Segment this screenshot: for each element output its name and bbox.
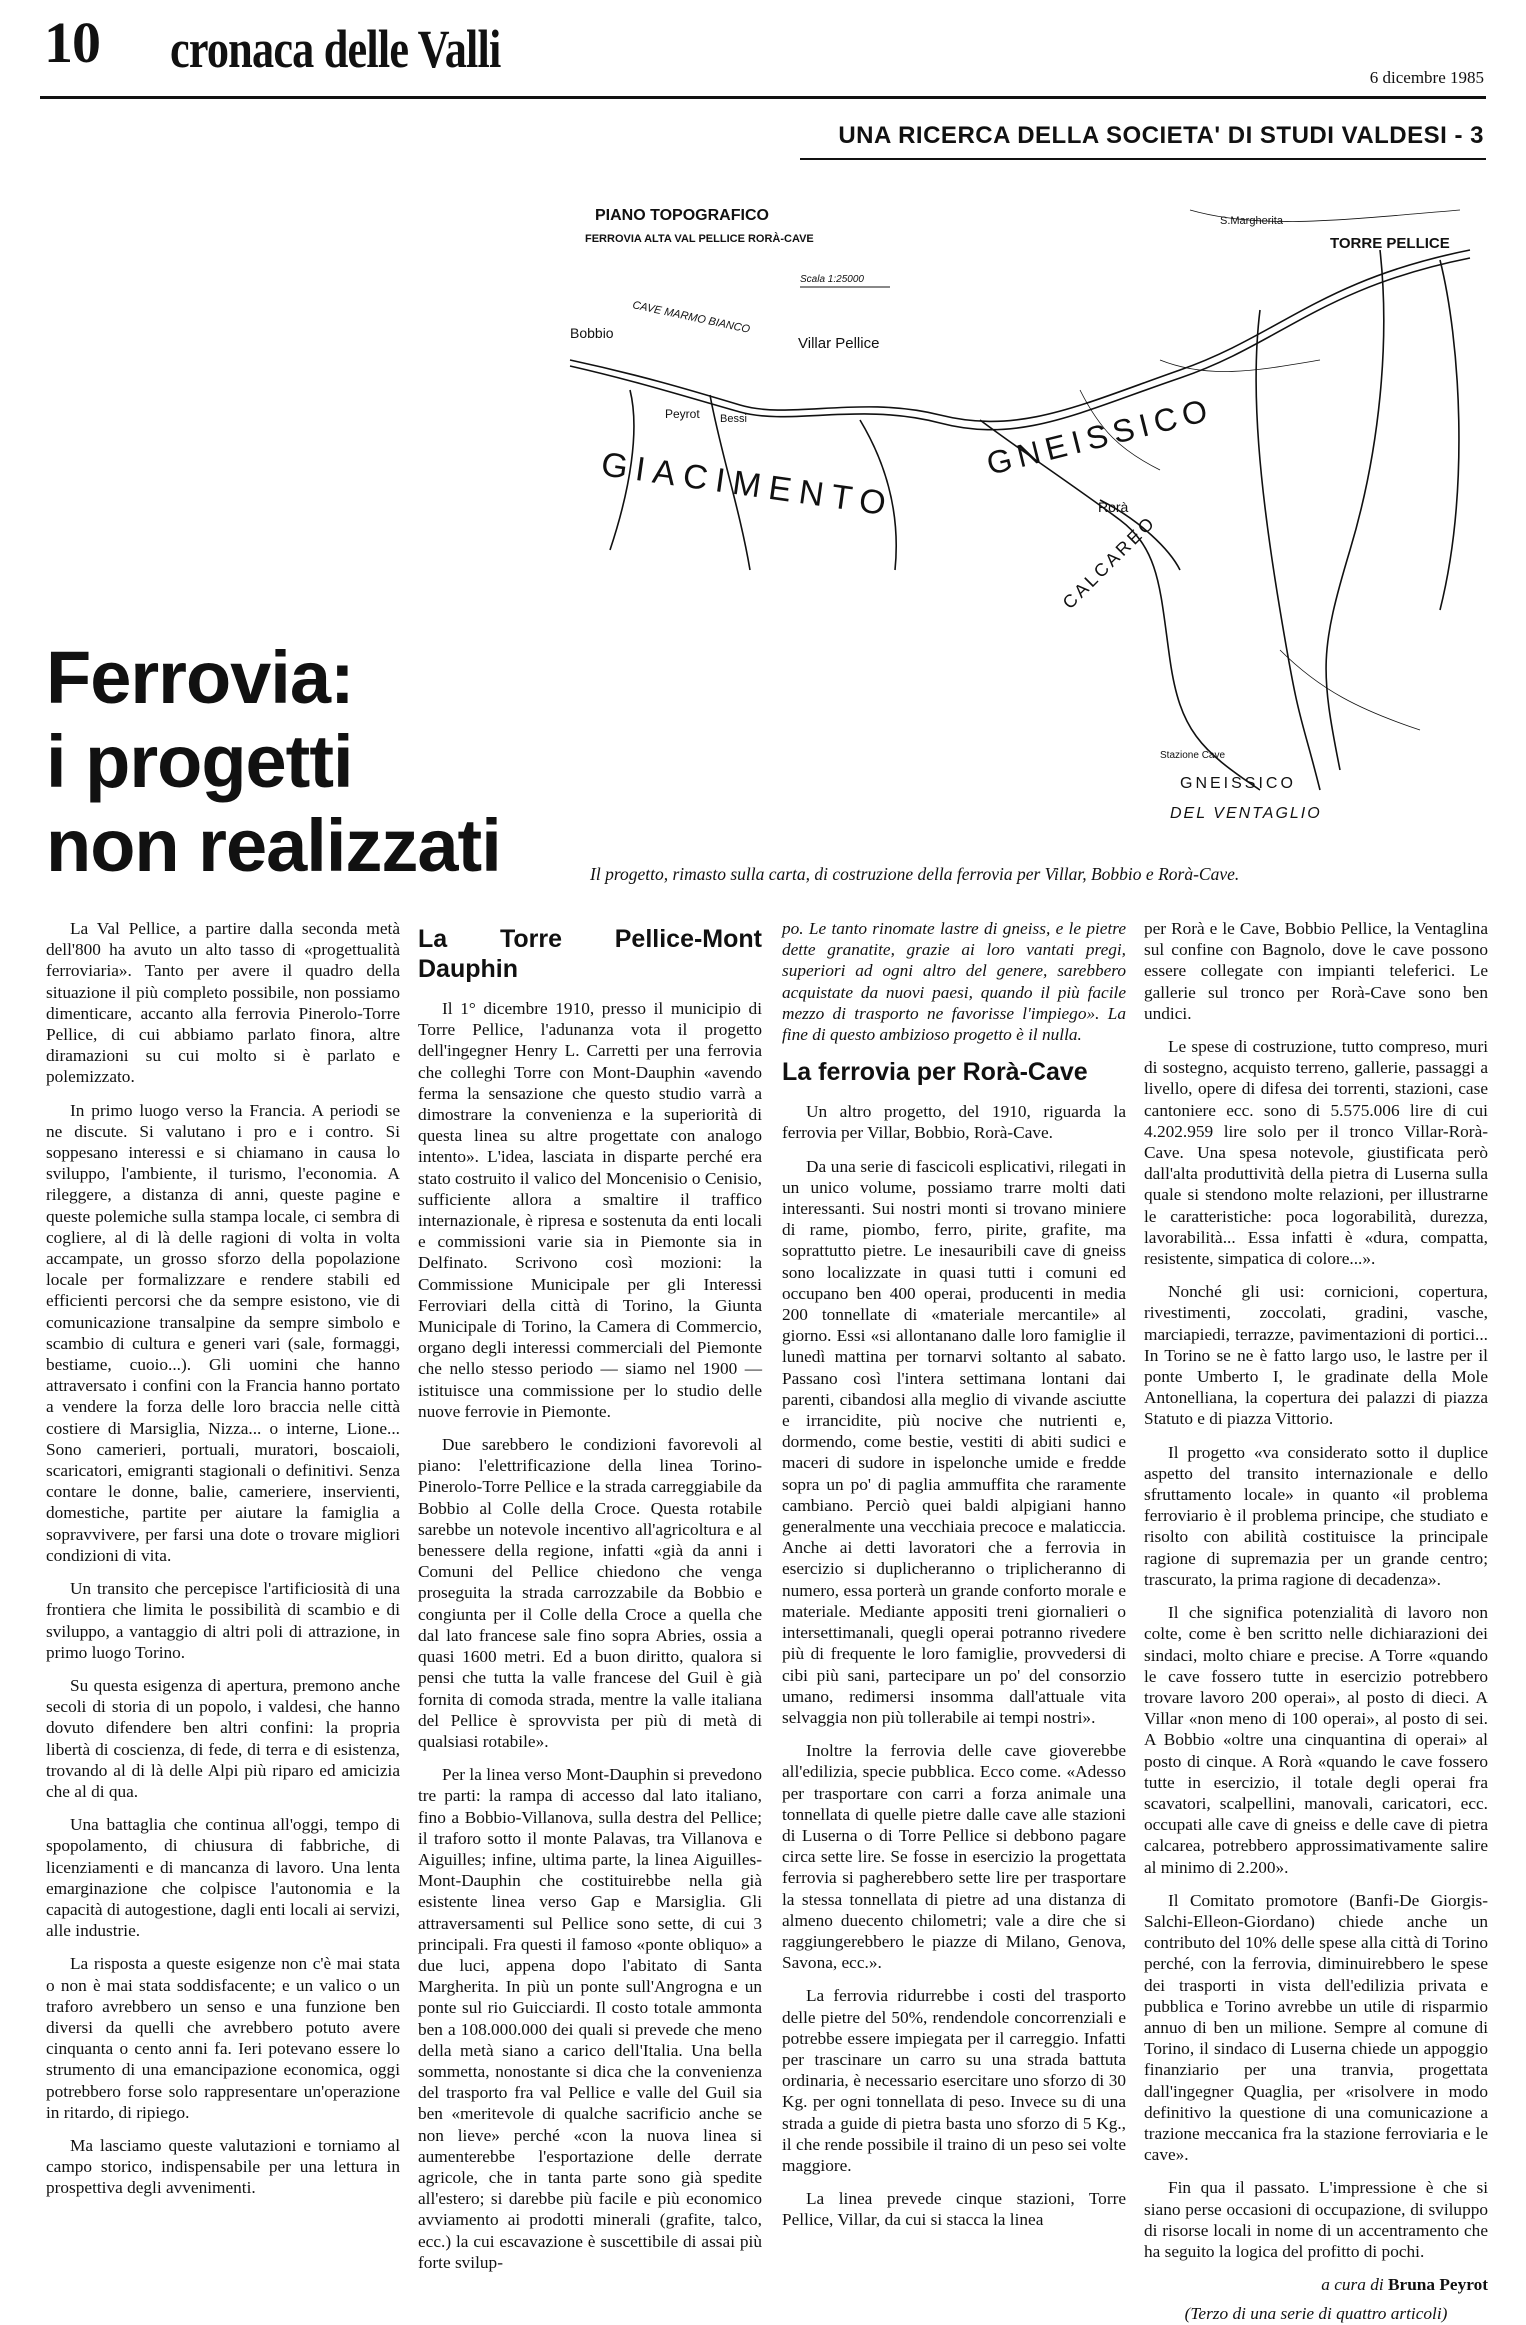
map-label-bobbio: Bobbio — [570, 325, 614, 341]
col3-paragraph: La ferrovia ridurrebbe i costi del trasporto delle pietre del 50%, rendendole concorrenziali e potrebbe essere impiegata per il carreggio. Infatti per trascinare un carro su una strada battuta ordinaria, è necessario esercitare uno sforzo di 30 Kg. per ogni tonnellata di peso. Invece su di una strada a guide di pietra basta uno sforzo di 5 Kg., il che rende possibile il traino di un peso sei volte maggiore. — [782, 1986, 1126, 2175]
column-2 — [418, 918, 762, 2285]
map-label-cave-marmo: CAVE MARMO BIANCO — [631, 299, 752, 336]
map-subtitle: FERROVIA ALTA VAL PELLICE RORÀ-CAVE — [585, 233, 814, 245]
headline-line-2: i progetti — [46, 720, 353, 803]
map-label-gneissico: GNEISSICO — [982, 390, 1217, 482]
map-label-margherita: S.Margherita — [1220, 215, 1283, 227]
map-label-bessi: Bessi — [720, 413, 747, 425]
article-headline — [46, 636, 501, 888]
col4-paragraph: Fin qua il passato. L'impressione è che si siano perse occasioni di occupazione, di sviluppo di risorse locali in nome di un accentramento che ha seguito la logica del profitto di pochi. — [1144, 2178, 1488, 2261]
map-label-calcareo: CALCAREO — [1058, 511, 1160, 613]
col4-paragraph: per Rorà e le Cave, Bobbio Pellice, la Ventaglina sul confine con Bagnolo, dove le cave possono essere collegate con impianti teleferici. Le gallerie sul tronco per Rorà-Cave sono ben undici. — [1144, 919, 1488, 1023]
col4-paragraph: Nonché gli usi: cornicioni, copertura, rivestimenti, zoccolati, gradini, vasche, marciapiedi, terrazze, pavimentazioni di portici... In Torino se ne è fatto largo uso, le lastre per il ponte Umberto I, le gradinate della Mole Antonelliana, la copertura dei palazzi di piazza Statuto e di piazza Vittorio. — [1144, 1282, 1488, 1429]
map-label-torre: TORRE PELLICE — [1330, 235, 1450, 252]
section-heading-torre-mont-dauphin: La Torre Pellice-Mont Dauphin — [418, 925, 762, 983]
map-label-peyrot: Peyrot — [665, 407, 700, 421]
col2-paragraph: Per la linea verso Mont-Dauphin si prevedono tre parti: la rampa di accesso dal lato italiano, fino a Bobbio-Villanova, sulla destra del Pellice; il traforo sotto il monte Palavas, tra Villanova e Aiguilles; infine, ultima parte, la linea Aiguilles-Mont-Dauphin che costituirebbe nella già esistente linea verso Gap e Marsiglia. Gli attraversamenti sul Pellice sono sette, di cui 3 principali. Fra questi il famoso «ponte obliquo» a due luci, appena dopo l'abitato di Santa Margherita. In più un ponte sull'Angrogna e un ponte sul rio Guicciardi. Il costo totale ammonta ben a 108.000.000 dei quali si prevede che meno della metà siano a carico dell'Italia. Una bella sommetta, nonostante si dica che la convenienza del trasporto fra val Pellice e valle del Guil sia ben «meritevole di qualche sacrificio anche se non lieve» perché «con la nuova linea si aumenterebbe l'esportazione delle derrate agricole, che in tanta parte sono già spedite all'estero; si darebbe più facile e più economico avviamento ai prodotti minerali (grafite, talco, ecc.) la cui escavazione è suscettibile di assai più forte svilup- — [418, 1765, 762, 2272]
newspaper-title: cronaca delle Valli — [170, 19, 501, 79]
map-scale: Scala 1:25000 — [800, 274, 864, 285]
col4-paragraph: Il Comitato promotore (Banfi-De Giorgis-Salchi-Elleon-Giordano) chiede anche un contributo del 10% delle spese alla città di Torino perché, con la ferrovia, diminuirebbero le spese dei trasporti in vista dell'edilizia privata e pubblica e Torino avrebbe un utile di risparmio annuo di ben un milione. Sempre al comune di Torino, il sindaco di Luserna chiede un appoggio finanziario per una tranvia, progettata dall'ingegner Quaglia, per «risolvere in modo definitivo la questione di una comunicazione a trazione meccanica fra la stazione ferroviaria e le cave». — [1144, 1890, 1488, 2165]
col4-paragraph: Il che significa potenzialità di lavoro non colte, come è ben scritto nelle dichiarazioni dei sindaci, molto chiare e precise. A Torre «quando le cave fossero tutte in esercizio potrebbero trovare lavoro 200 operai», al posto di dieci. A Villar «non meno di 100 operai», al posto di sei. A Bobbio «oltre una cinquantina di operai» al posto di cinque. A Rorà «quando le cave fossero tutte in esercizio, il totale degli operai fra scavatori, scalpellini, manovali, caricatori, ecc. occupati alle cave di gneiss e delle cave di pietra calcarea, potrebbero approssimativamente salire al minimo di 2.200». — [1144, 1603, 1488, 1877]
map-label-gneissico2: GNEISSICO — [1180, 775, 1296, 792]
map-label-villar: Villar Pellice — [798, 335, 880, 352]
col2-paragraph: Due sarebbero le condizioni favorevoli al piano: l'elettrificazione della linea Torino-Pinerolo-Torre Pellice e la strada carreggiabile da Bobbio al Colle della Croce. Questa rotabile sarebbe un notevole incentivo all'agricoltura e al benessere della regione, infatti «già da anni i Comuni del Pellice chiedono che venga proseguita la strada carrozzabile da Bobbio e congiunta per il Colle della Croce a quella che dal lato francese sale fino sopra Abries, ossia a quasi 1600 metri. Ed a buon diritto, qualora si pensi che tutta la valle francese del Guil è già fornita di comoda strada, mentre la valle italiana del Pellice è sprovvista per più di metà di qualsiasi rotabile». — [418, 1435, 762, 1751]
map-title: PIANO TOPOGRAFICO — [595, 207, 769, 224]
map-label-giacimento: GIACIMENTO — [598, 445, 897, 524]
series-title: UNA RICERCA DELLA SOCIETA' DI STUDI VALDESI - 3 — [838, 122, 1484, 149]
col1-paragraph: Una battaglia che continua all'oggi, tempo di spopolamento, di chiusura di fabbriche, di licenziamenti e di mancanza di lavoro. Una lenta emarginazione che colpisce l'autonomia e la capacità di autogestione, dagli enti locali ai servizi, alle industrie. — [46, 1815, 400, 1941]
author-signature — [1144, 2274, 1488, 2295]
section-heading-rora-cave: La ferrovia per Rorà-Cave — [782, 1058, 1088, 1087]
series-rule — [800, 158, 1486, 160]
map-label-rora: Rorà — [1098, 499, 1129, 515]
signature-prefix: a cura di — [1321, 2275, 1384, 2295]
col3-paragraph: La linea prevede cinque stazioni, Torre Pellice, Villar, da cui si stacca la linea — [782, 2189, 1126, 2230]
series-note: (Terzo di una serie di quattro articoli) — [1184, 2304, 1448, 2324]
column-1 — [46, 918, 400, 2211]
map-caption: Il progetto, rimasto sulla carta, di costruzione della ferrovia per Villar, Bobbio e Rorà-Cave. — [590, 864, 1240, 884]
issue-date: 6 dicembre 1985 — [1369, 68, 1484, 87]
col3-paragraph: Da una serie di fascicoli esplicativi, rilegati in un unico volume, possiamo trarre molti dati interessanti. Sui nostri monti si trovano miniere di rame, piombo, ferro, pirite, grafite, ma soprattutto pietre. Le inesauribili cave di gneiss sono localizzate in quasi tutti i comuni ed occupano ben 400 operai, producenti in media 200 tonnellate di «materiale mercantile» al giorno. Essi «si allontanano dalle loro famiglie il lunedì mattina per tornarvi soltanto al sabato. Passano così l'intera settimana lontani dai parenti, cibandosi alla meglio di vivande asciutte e irrancidite, più nocive che nutrienti e, dormendo, come bestie, vestiti di abiti sudici e maceri di sudore in ispelonche umide e fredde sopra un po' di paglia ammuffita che raramente cambiano. Perciò quei baldi alpigiani hanno generalmente una vecchiaia precoce e malaticcia. Anche ai detti lavoratori che a ferrovia in esercizio si duplicheranno o triplicheranno di numero, essa porterà un grande conforto morale e materiale. Mediante appositi treni giornalieri o intersettimanali, quegli operai potranno rivedere più di frequente le loro famiglie, provvedersi di cibi più sani, partecipare un po' del consorzio umano, redimersi insomma dall'attuale vita selvaggia non più tollerabile ai tempi nostri». — [782, 1156, 1126, 1727]
page-number: 10 — [44, 10, 100, 75]
author-name: Bruna Peyrot — [1388, 2275, 1488, 2295]
col4-paragraph: Le spese di costruzione, tutto compreso, muri di sostegno, acquisto terreno, gallerie, passaggi a livello, opere di difesa dei torrenti, stazioni, case cantoniere ecc. sono di 5.575.006 lire di cui 4.202.959 lire solo per il tronco Villar-Rorà-Cave. Una spesa notevole, giustificata però dall'alta produttività della pietra di Luserna sulla quale si stendono molte relazioni, per illustrarne le caratteristiche: poca logorabilità, durezza, lavorabilità... Essa infatti è «dura, compatta, resistente, simpatica di colore...». — [1144, 1037, 1488, 1269]
col3-lead-paragraph: po. Le tanto rinomate lastre di gneiss, e le pietre dette granatite, grazie ai loro vantati pregi, superiori ad ogni altro del genere, sarebbero acquistate da nuovi paesi, quando il più facile mezzo di trasporto ne favorisse l'impiego». La fine di questo ambizioso progetto è il nulla. — [782, 919, 1126, 1045]
headline-line-3: non realizzati — [46, 804, 501, 887]
col1-paragraph: La Val Pellice, a partire dalla seconda metà dell'800 ha avuto un alto tasso di «progettualità ferroviaria». Tanto per avere il quadro della situazione il più completo possibile, non possiamo dimenticare, accanto alla ferrovia Pinerolo-Torre Pellice, di cui abbiamo parlato finora, altre diramazioni su cui molto si è parlato e polemizzato. — [46, 919, 400, 1087]
column-3 — [782, 918, 1126, 2243]
topographic-map — [560, 190, 1490, 850]
col2-paragraph: Il 1° dicembre 1910, presso il municipio di Torre Pellice, l'adunanza vota il progetto dell'ingegner Henry L. Carretti per una ferrovia che colleghi Torre con Mont-Dauphin «avendo ferma la sensazione che questo studio varrà a dimostrare la convenienza e la superiorità di questa linea su altre progettate con analogo intento». L'idea, lasciata in disparte perché era stato costruito il valico del Moncenisio o Cenisio, sufficiente allora a smaltire il traffico internazionale, è ripresa e sostenuta da enti locali e commissioni varie sia in Piemonte sia in Delfinato. Scrivono così mozioni: la Commissione Municipale per gli Interessi Ferroviari della città di Torino, la Giunta Municipale di Torino, la Camera di Commercio, organo degli interessi commerciali del Piemonte che nello stesso periodo — siamo nel 1900 — istituisce una commissione per lo studio delle nuove ferrovie in Piemonte. — [418, 999, 762, 1421]
col3-paragraph: Un altro progetto, del 1910, riguarda la ferrovia per Villar, Bobbio, Rorà-Cave. — [782, 1102, 1126, 1143]
map-label-ventaglio: DEL VENTAGLIO — [1170, 805, 1322, 822]
col3-paragraph: Inoltre la ferrovia delle cave gioverebbe all'edilizia, specie pubblica. Ecco come. «Adesso per trasportare con carri a forza animale una tonnellata di quelle pietre dalle cave alle stazioni di Luserna o di Torre Pellice si debbono pagare circa sette lire. Se fosse in esercizio la progettata ferrovia si pagherebbero sette lire per trasportare la stessa tonnellata di pietre ad una distanza di almeno duecento chilometri; vale a dire che si raggiungerebbero le piazze di Milano, Genova, Savona, ecc.». — [782, 1741, 1126, 1973]
headline-line-1: Ferrovia: — [46, 636, 354, 719]
col1-paragraph: Un transito che percepisce l'artificiosità di una frontiera che limita le possibilità di scambio e di sviluppo, a vantaggio di altri poli di attrazione, in primo luogo Torino. — [46, 1579, 400, 1662]
column-4 — [1144, 918, 1488, 2325]
col4-paragraph: Il progetto «va considerato sotto il duplice aspetto del transito internazionale e dello sfruttamento locale» in quanto «il problema ferroviario è il problema principe, che studiato e risolto con abilità costituisce la principale ragione di supremazia per un grande centro; trascurato, la prima ragione di decadenza». — [1144, 1442, 1488, 1589]
map-label-stazione-cave: Stazione Cave — [1160, 750, 1226, 761]
masthead-rule — [40, 96, 1486, 99]
col1-paragraph: Su questa esigenza di apertura, premono anche secoli di storia di un popolo, i valdesi, che hanno dovuto difendere ben altri confini: la propria libertà di coscienza, di fede, di terra e di esistenza, trovando al di là delle Alpi più riparo ed amicizia che al di qua. — [46, 1675, 400, 1801]
col1-paragraph: La risposta a queste esigenze non c'è mai stata o non è mai stata soddisfacente; e un valico o un traforo avrebbero un senso e una funzione ben diversi da quelli che avrebbero potuto avere cinquanta o cento anni fa. Ieri potevano essere lo strumento di una emancipazione economica, oggi potrebbero forse solo rappresentare un'operazione in ritardo, di ripiego. — [46, 1954, 400, 2122]
col1-paragraph: In primo luogo verso la Francia. A periodi se ne discute. Si valutano i pro e i contro. Si soppesano interessi e si chiamano in causa lo sviluppo, l'ambiente, il turismo, l'economia. A rileggere, a distanza di anni, queste pagine e queste polemiche sulla stampa locale, ci sembra di cogliere, al di là delle ragioni di volta in volta accampate, un grosso sforzo della popolazione locale per formalizzare e rendere stabili ed efficienti percorsi che da sempre esistono, vie di comunicazione transalpine da sempre simbolo e scambio di cultura e generi vari (sale, formaggi, bestiame, cuoio...). Gli uomini che hanno attraversato i confini con la Francia hanno portato a vendere la forza delle loro braccia nelle città costiere di Marsiglia, Nizza... o interne, Lione... Sono camerieri, portuali, muratori, boscaioli, scaricatori, emigranti stagionali o definitivi. Senza contare le donne, balie, cameriere, inservienti, domestiche, partite per aiutare la famiglia a sopravvivere, per farsi una dote o trovare migliori condizioni di vita. — [46, 1100, 400, 1565]
col1-paragraph: Ma lasciamo queste valutazioni e torniamo al campo storico, indispensabile per una lettura in prospettiva degli avvenimenti. — [46, 2135, 400, 2198]
